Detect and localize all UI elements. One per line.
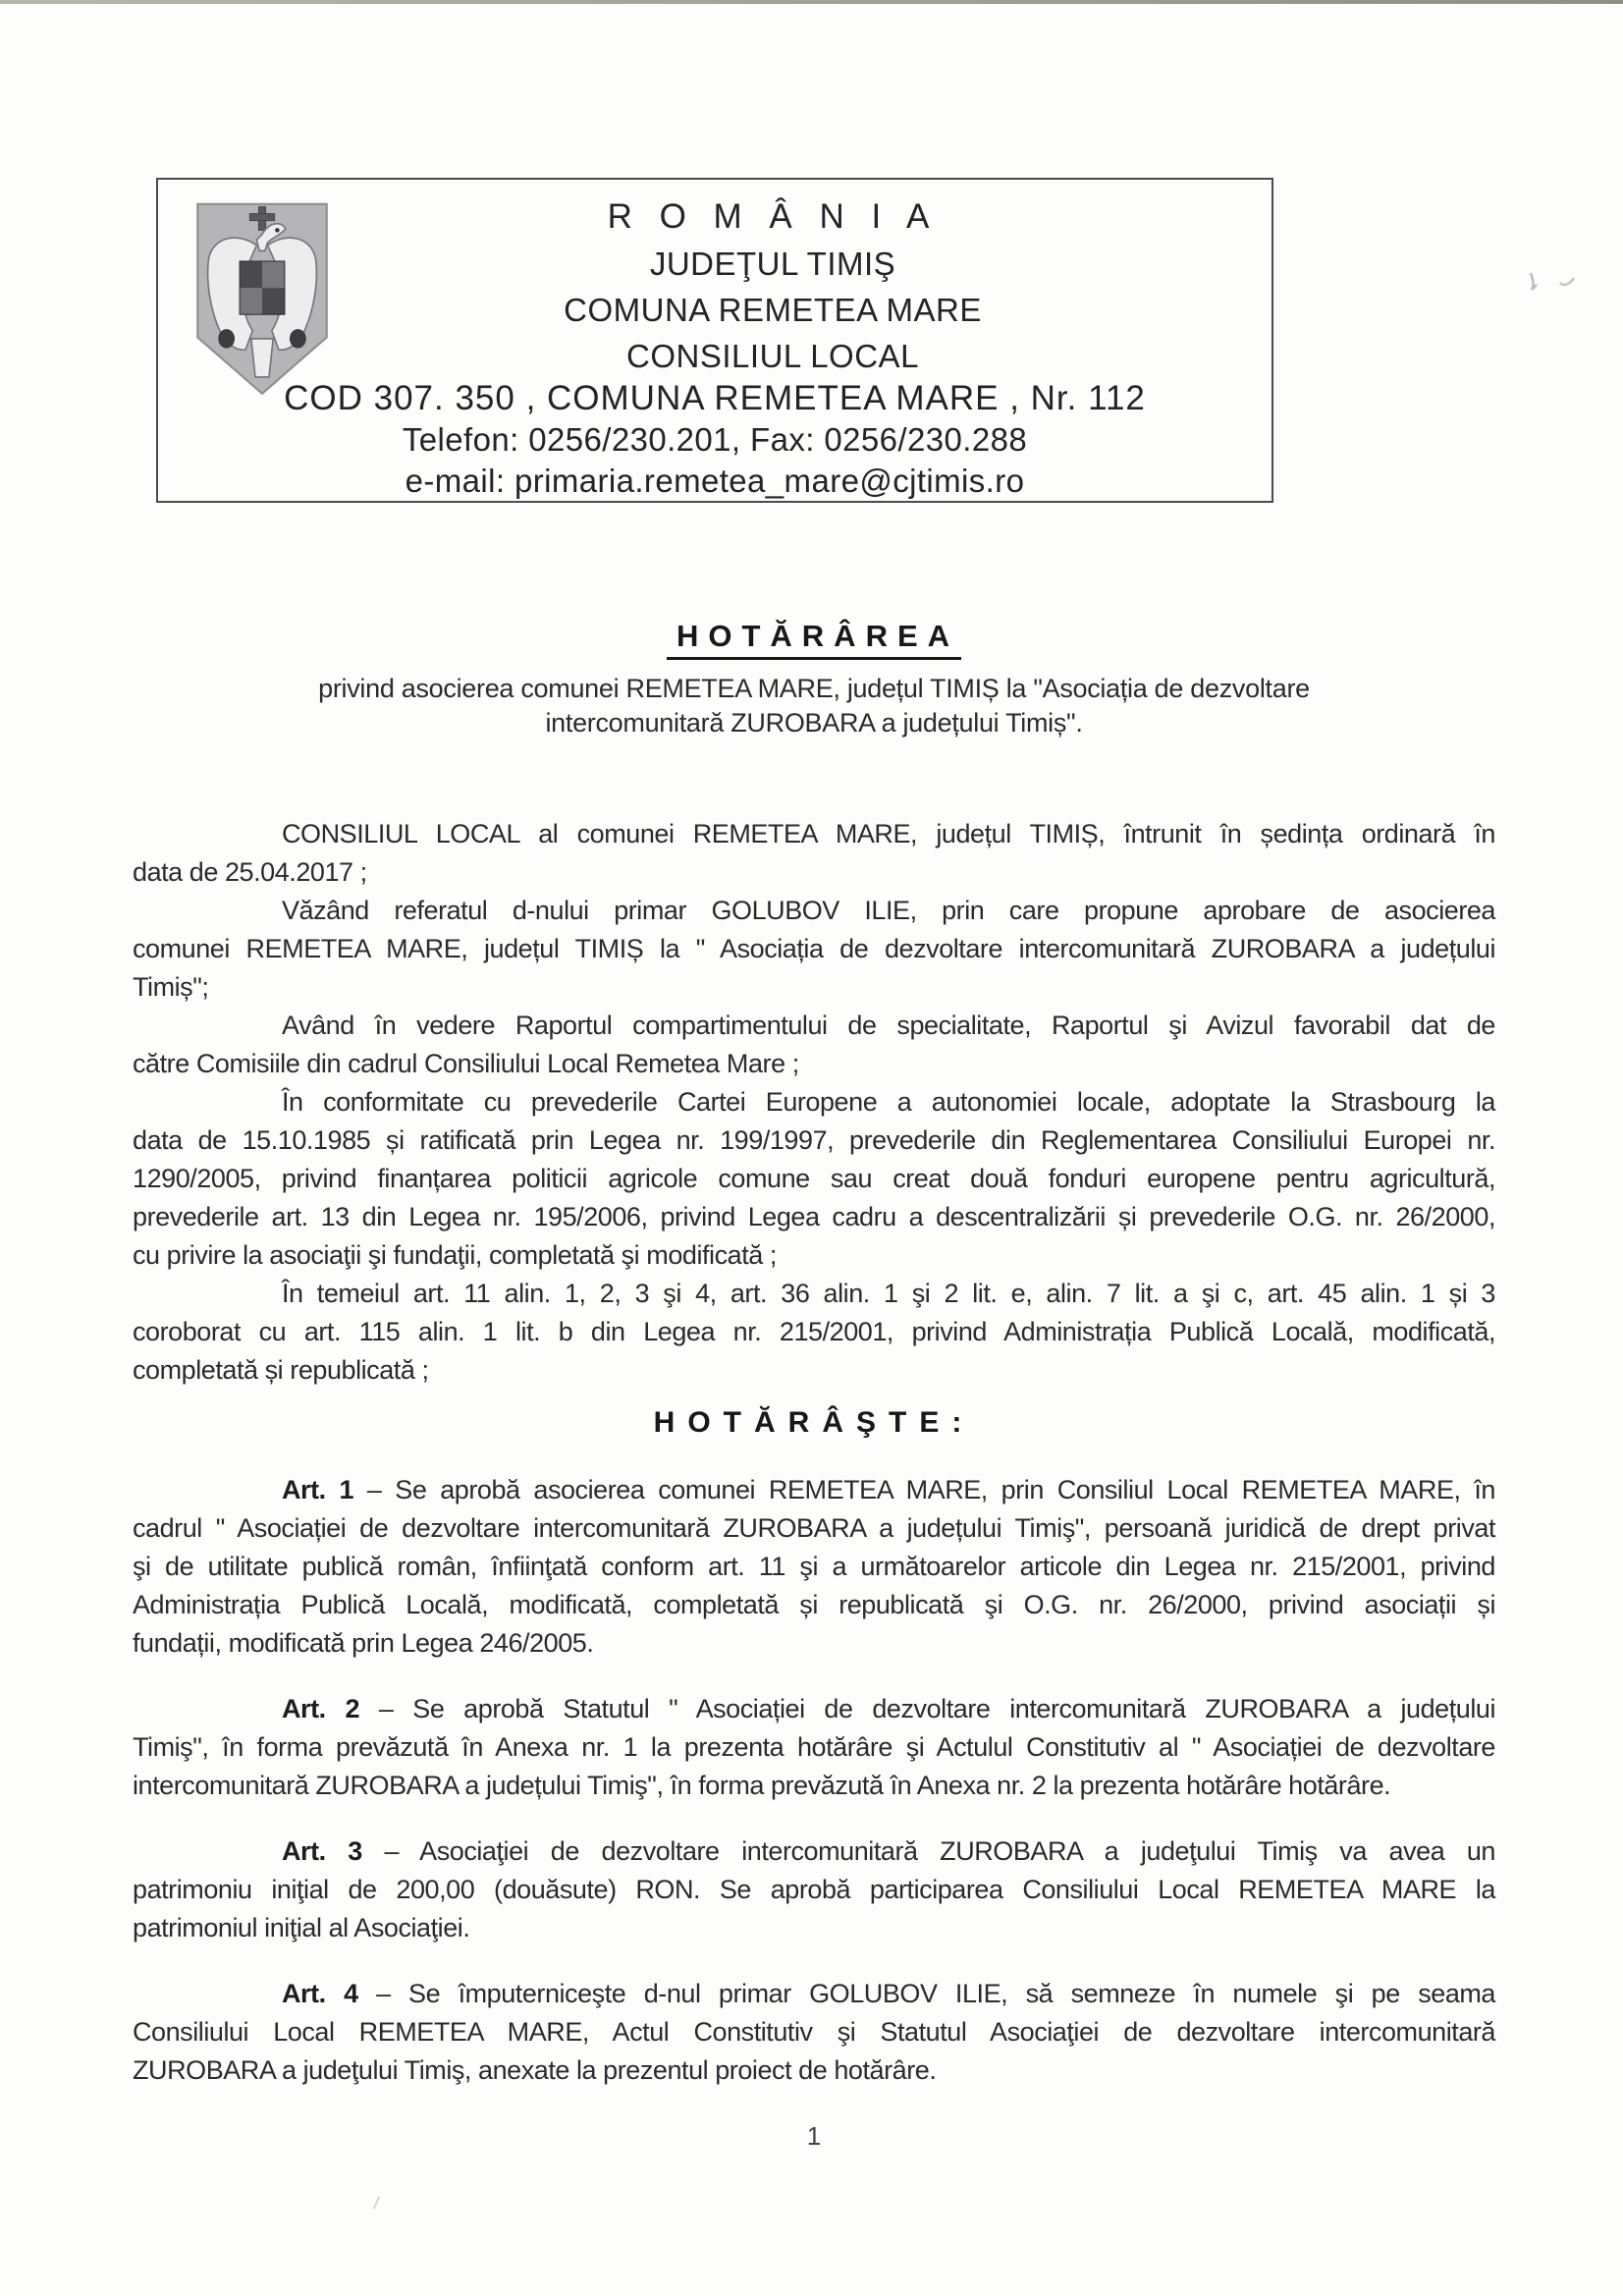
article-2-label: Art. 2 (282, 1694, 360, 1723)
title-text: HOTĂRÂREA (667, 619, 961, 660)
decision-heading: HOTĂRÂŞTE: (653, 1406, 975, 1439)
subtitle-line: intercomunitară ZUROBARA a județului Timiș". (545, 708, 1083, 738)
preamble (133, 815, 1495, 1390)
preamble-line: Văzând referatul d-nului primar GOLUBOV ILIE, prin care propune aprobare de asocierea (282, 896, 1495, 925)
preamble-line: cu privire la asociaţii şi fundaţii, completată şi modificată ; (133, 1240, 777, 1270)
article-1-label: Art. 1 (282, 1475, 354, 1504)
article-line: intercomunitară ZUROBARA a județului Timiş", în forma prevăzută în Anexa nr. 2 la prezenta hotărâre hotărâre. (133, 1771, 1391, 1800)
article-line-text: – Se împuterniceşte d-nul primar GOLUBOV ILIE, să semneze în numele şi pe seama (376, 1979, 1495, 2008)
article-3-label: Art. 3 (282, 1836, 362, 1866)
page-number: 1 (806, 2121, 822, 2151)
document-subtitle (133, 672, 1495, 740)
preamble-line: În conformitate cu prevederile Cartei Europene a autonomiei locale, adoptate la Strasbourg la (282, 1087, 1495, 1117)
preamble-line: În temeiul art. 11 alin. 1, 2, 3 şi 4, art. 36 alin. 1 şi 2 lit. e, alin. 7 lit. a şi c, art. 45 alin. 1 și 3 (282, 1279, 1495, 1308)
scan-speck (373, 2196, 390, 2214)
preamble-line: data de 25.04.2017 ; (133, 857, 367, 887)
council-name: CONSILIUL LOCAL (626, 338, 919, 374)
subtitle-line: privind asocierea comunei REMETEA MARE, județul TIMIȘ la "Asociația de dezvoltare (318, 674, 1310, 703)
article-line: şi de utilitate publică român, înfiinţată conform art. 11 şi a următoarelor articole din Legea nr. 215/2001, privind (133, 1552, 1495, 1581)
article-line (133, 1690, 1495, 1728)
commune-name: COMUNA REMETEA MARE (564, 292, 982, 328)
article-4 (133, 1975, 1495, 2090)
article-line (133, 1832, 1495, 1871)
letterhead-contact (158, 378, 1271, 502)
article-4-label: Art. 4 (282, 1979, 358, 2008)
preamble-line: data de 15.10.1985 și ratificată prin Legea nr. 199/1997, prevederile din Reglementarea Consiliului Europei nr. (133, 1125, 1495, 1155)
article-line (133, 1975, 1495, 2013)
article-line: patrimoniul iniţial al Asociaţiei. (133, 1913, 470, 1942)
article-3 (133, 1832, 1495, 1947)
article-line: Timiş", în forma prevăzută în Anexa nr. 1 la prezenta hotărâre şi Actulul Constitutiv al " Asociației de dezvoltare (133, 1732, 1495, 1762)
scan-edge-artifact (0, 0, 1623, 4)
article-line-text: – Se aprobă Statutul " Asociației de dezvoltare intercomunitară ZUROBARA a județului (378, 1694, 1495, 1723)
phone-fax-line: Telefon: 0256/230.201, Fax: 0256/230.288 (402, 421, 1028, 458)
preamble-line: către Comisiile din cadrul Consiliului Local Remetea Mare ; (133, 1049, 799, 1078)
article-1 (133, 1471, 1495, 1663)
email-line: e-mail: primaria.remetea_mare@cjtimis.ro (405, 463, 1025, 499)
article-line (133, 1471, 1495, 1509)
preamble-line: prevederile art. 13 din Legea nr. 195/2006, privind Legea cadru a descentralizării și prevederile O.G. nr. 26/2000, (133, 1202, 1495, 1231)
article-line: Consiliului Local REMETEA MARE, Actul Constitutiv şi Statutul Asociaţiei de dezvoltare intercomunitară (133, 2017, 1495, 2047)
article-line: ZUROBARA a judeţului Timiş, anexate la prezentul proiect de hotărâre. (133, 2055, 937, 2085)
article-line-text: – Se aprobă asocierea comunei REMETEA MARE, prin Consiliul Local REMETEA MARE, în (366, 1475, 1495, 1504)
article-line: Administrația Publică Locală, modificată, completată și republicată şi O.G. nr. 26/2000, privind asociații și (133, 1590, 1495, 1619)
preamble-line: 1290/2005, privind finanțarea politicii agricole comune sau creat două fonduri europene pentru agricultură, (133, 1164, 1495, 1193)
preamble-line: Timiș"; (133, 972, 209, 1002)
country-name: R O M Â N I A (607, 197, 939, 236)
letterhead-box (156, 178, 1273, 503)
preamble-line: CONSILIUL LOCAL al comunei REMETEA MARE, județul TIMIȘ, întrunit în ședința ordinară în (282, 819, 1495, 848)
article-line: cadrul " Asociației de dezvoltare intercomunitară ZUROBARA a județului Timiş", persoană juridică de drept privat (133, 1513, 1495, 1543)
preamble-line: Având în vedere Raportul compartimentului de specialitate, Raportul şi Avizul favorabil dat de (282, 1011, 1495, 1040)
document-title (133, 619, 1495, 660)
article-line: patrimoniu iniţial de 200,00 (douăsute) RON. Se aprobă participarea Consiliului Local REMETEA MARE la (133, 1875, 1495, 1904)
preamble-line: comunei REMETEA MARE, județul TIMIȘ la " Asociația de dezvoltare intercomunitară ZUROBARA a județului (133, 934, 1495, 963)
address-line: COD 307. 350 , COMUNA REMETEA MARE , Nr. 112 (284, 379, 1146, 417)
preamble-line: completată și republicată ; (133, 1355, 429, 1385)
preamble-line: coroborat cu art. 115 alin. 1 lit. b din Legea nr. 215/2001, privind Administrația Publică Locală, modificată, (133, 1317, 1495, 1346)
article-line: fundații, modificată prin Legea 246/2005. (133, 1628, 594, 1658)
article-2 (133, 1690, 1495, 1805)
pen-mark-icon (1517, 267, 1580, 305)
county-name: JUDEŢUL TIMIŞ (649, 246, 896, 282)
article-line-text: – Asociaţiei de dezvoltare intercomunitară ZUROBARA a judeţului Timiş va avea un (384, 1836, 1495, 1866)
letterhead-titles (274, 193, 1271, 379)
